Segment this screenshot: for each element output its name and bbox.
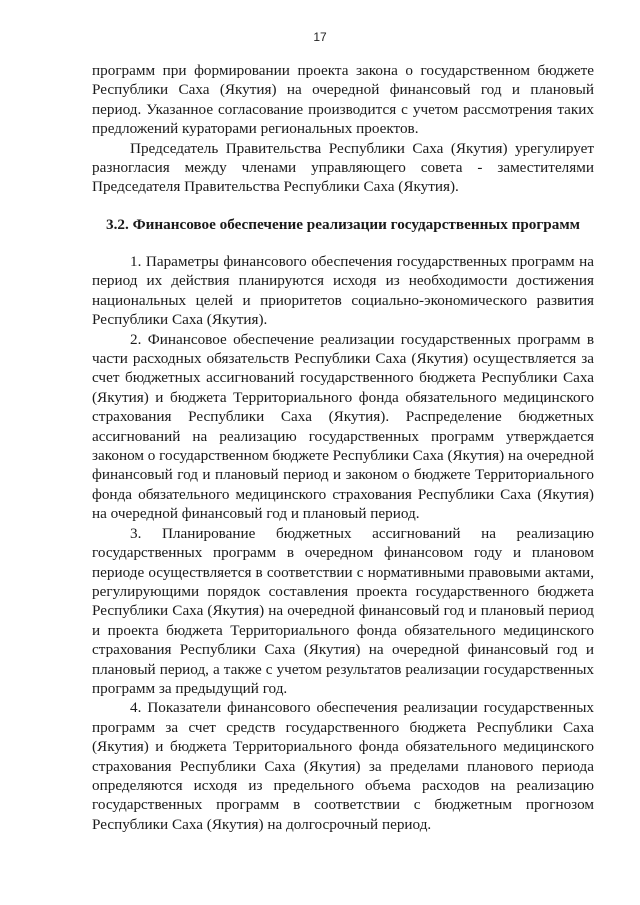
intro-paragraph-2: Председатель Правительства Республики Саха (Якутия) урегулирует разногласия между членами управляющего совета - заместителями Председателя Правительства Республики Саха (Якутия). xyxy=(92,139,594,196)
intro-text-block xyxy=(92,61,594,197)
section-paragraph-3: 3. Планирование бюджетных ассигнований на реализацию государственных программ в очередном финансовом году и плановом периоде осуществляется в соответствии с нормативными правовыми актами, регулирующими порядок составления проекта государственного бюджета Республики Саха (Якутия) на очередной финансовый год и плановый период и проекта бюджета Территориального фонда обязательного медицинского страхования Республики Саха (Якутия) на очередной финансовый год и плановый период, а также с учетом результатов реализации государственных программ за предыдущий год. xyxy=(92,524,594,697)
intro-paragraph-1: программ при формировании проекта закона о государственном бюджете Республики Саха (Якутия) на очередной финансовый год и плановый период. Указанное согласование производится с учетом рассмотрения таких предложений кураторами региональных проектов. xyxy=(92,62,594,138)
section-paragraph-2: 2. Финансовое обеспечение реализации государственных программ в части расходных обязательств Республики Саха (Якутия) осуществляется за счет бюджетных ассигнований государственного бюджета Республики Саха (Якутия) и бюджета Территориального фонда обязательного медицинского страхования Республики Саха (Якутия). Распределение бюджетных ассигнований на реализацию государственных программ утверждается законом о государственном бюджете Республики Саха (Якутия) на очередной финансовый год и плановый период и законом о бюджете Территориального фонда обязательного медицинского страхования Республики Саха (Якутия) на очередной финансовый год и плановый период. xyxy=(92,330,594,523)
section-paragraph-1: 1. Параметры финансового обеспечения государственных программ на период их действия планируются исходя из необходимости достижения национальных целей и приоритетов социально-экономического развития Республики Саха (Якутия). xyxy=(92,253,594,329)
section-paragraph-4: 4. Показатели финансового обеспечения реализации государственных программ за счет средств государственного бюджета Республики Саха (Якутия) и бюджета Территориального фонда обязательного медицинского страхования Республики Саха (Якутия) за пределами планового периода определяются исходя из предельного объема расходов на реализацию государственных программ в соответствии с бюджетным прогнозом Республики Саха (Якутия) на долгосрочный период. xyxy=(92,699,594,833)
section-text-block xyxy=(92,252,594,834)
page-number: 17 xyxy=(313,30,327,44)
section-heading: 3.2. Финансовое обеспечение реализации государственных программ xyxy=(105,216,581,233)
